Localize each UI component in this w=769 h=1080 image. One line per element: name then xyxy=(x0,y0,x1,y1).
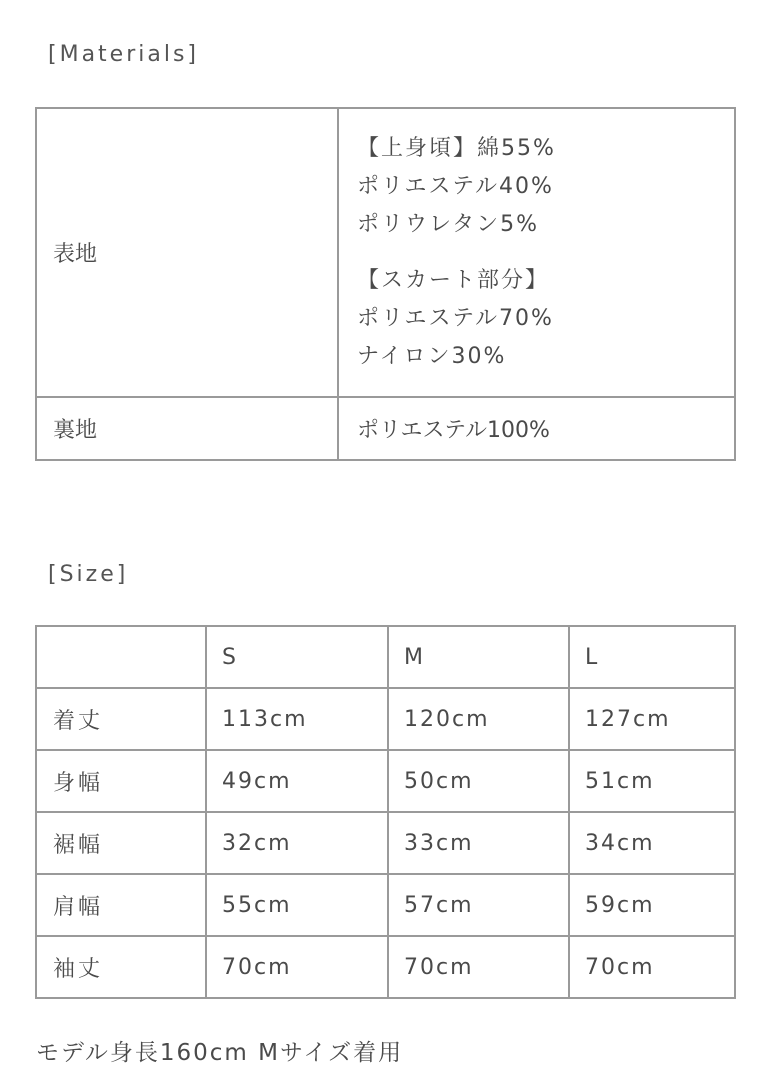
materials-value-lining: ポリエステル100% xyxy=(338,397,735,460)
size-header-m: M xyxy=(388,626,569,688)
material-line: ポリエステル70% xyxy=(357,305,554,331)
material-line: 【上身頃】綿55% xyxy=(357,135,556,161)
material-line: ナイロン30% xyxy=(357,343,507,369)
material-line: ポリエステル40% xyxy=(357,173,554,199)
material-line: ポリウレタン5% xyxy=(357,211,540,237)
size-cell: 113cm xyxy=(206,688,388,750)
size-header-row xyxy=(36,626,735,688)
size-row-label: 裾幅 xyxy=(36,812,206,874)
size-cell: 127cm xyxy=(569,688,735,750)
materials-row-outer xyxy=(36,108,735,397)
size-cell: 57cm xyxy=(388,874,569,936)
size-cell: 70cm xyxy=(569,936,735,998)
materials-label-outer: 表地 xyxy=(36,108,338,397)
size-row xyxy=(36,936,735,998)
size-table xyxy=(35,625,736,999)
size-row-label: 身幅 xyxy=(36,750,206,812)
size-row xyxy=(36,874,735,936)
size-cell: 33cm xyxy=(388,812,569,874)
size-cell: 55cm xyxy=(206,874,388,936)
size-row-label: 着丈 xyxy=(36,688,206,750)
size-title: [Size] xyxy=(48,562,129,587)
size-row xyxy=(36,750,735,812)
materials-value-outer xyxy=(338,108,735,397)
size-cell: 59cm xyxy=(569,874,735,936)
materials-row-lining xyxy=(36,397,735,460)
size-cell: 49cm xyxy=(206,750,388,812)
materials-table xyxy=(35,107,736,461)
size-header-s: S xyxy=(206,626,388,688)
size-header-corner xyxy=(36,626,206,688)
size-cell: 51cm xyxy=(569,750,735,812)
size-cell: 70cm xyxy=(388,936,569,998)
size-cell: 50cm xyxy=(388,750,569,812)
size-row xyxy=(36,812,735,874)
size-row xyxy=(36,688,735,750)
size-row-label: 肩幅 xyxy=(36,874,206,936)
model-note: モデル身長160cm Mサイズ着用 xyxy=(36,1040,404,1066)
materials-label-lining: 裏地 xyxy=(36,397,338,460)
size-header-l: L xyxy=(569,626,735,688)
size-cell: 120cm xyxy=(388,688,569,750)
size-cell: 34cm xyxy=(569,812,735,874)
size-row-label: 袖丈 xyxy=(36,936,206,998)
size-cell: 70cm xyxy=(206,936,388,998)
material-line: 【スカート部分】 xyxy=(357,267,550,293)
size-cell: 32cm xyxy=(206,812,388,874)
materials-title: [Materials] xyxy=(48,42,200,67)
